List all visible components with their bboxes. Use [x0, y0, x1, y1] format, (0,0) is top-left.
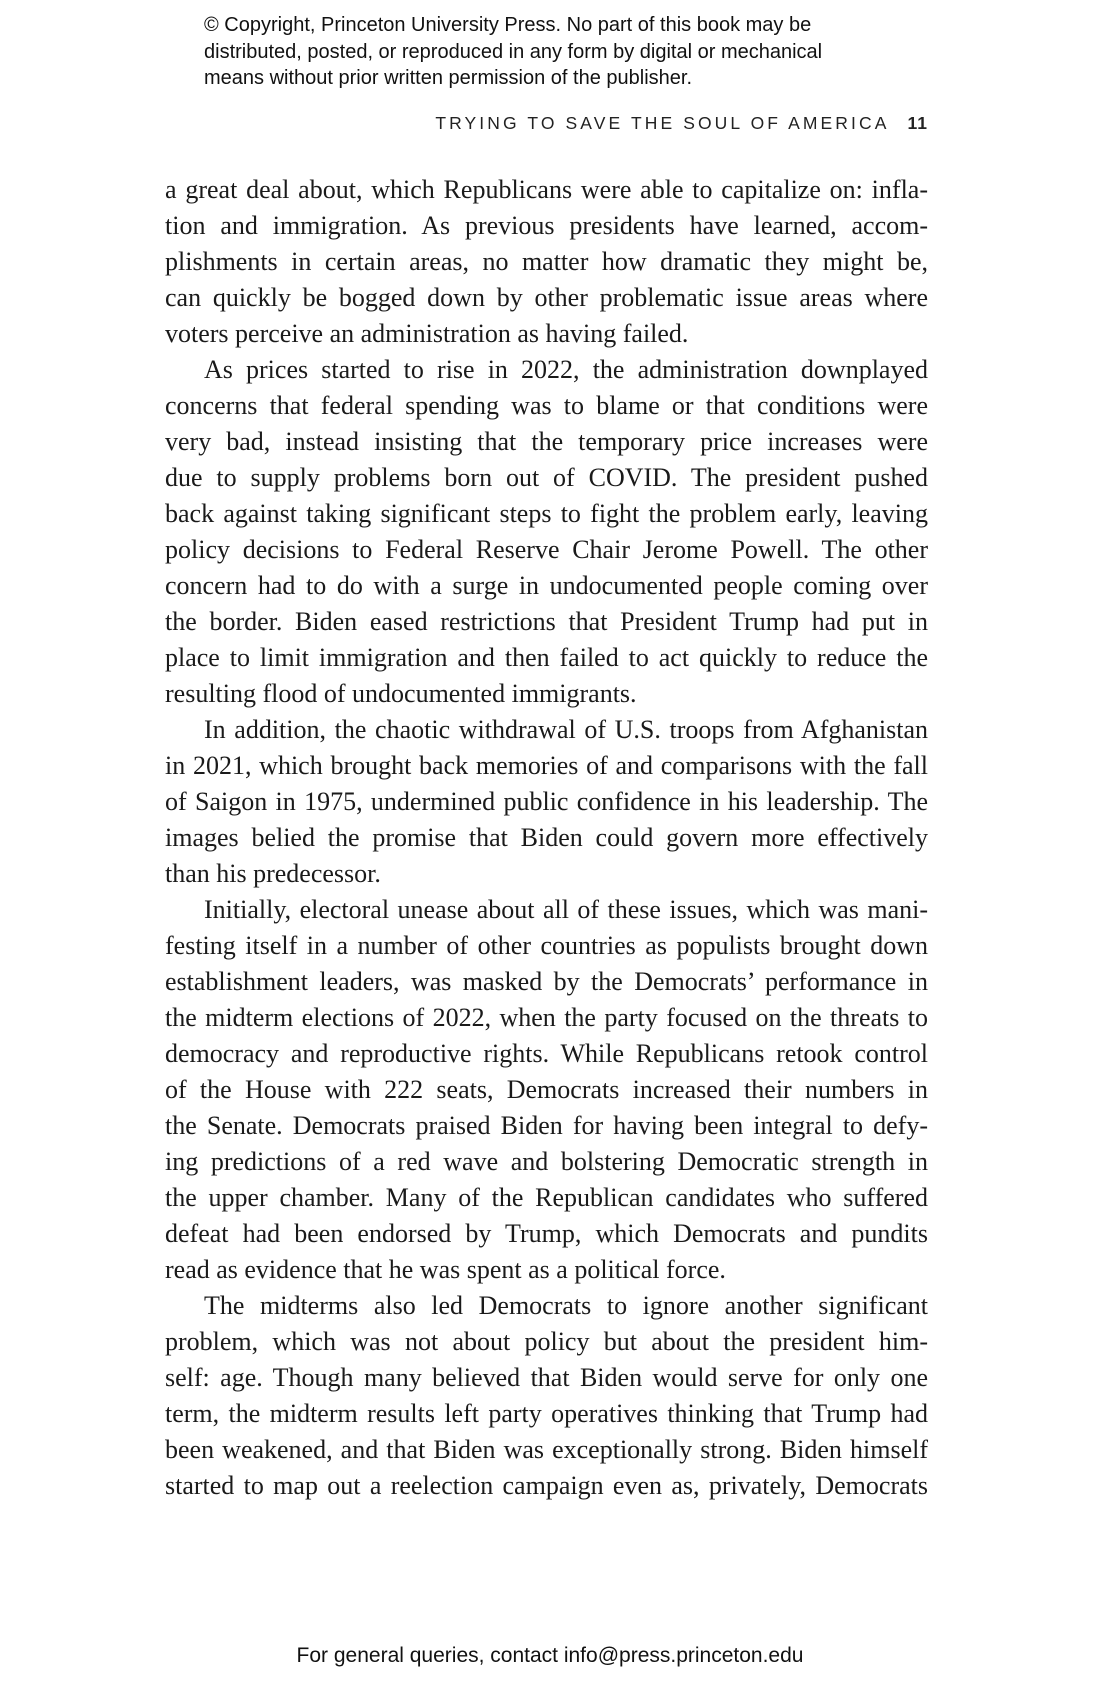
text-line: term, the midterm results left party operatives thinking that Trump had	[165, 1399, 928, 1428]
text-line: establishment leaders, was masked by the Democrats’ performance in	[165, 967, 928, 996]
text-line: concern had to do with a surge in undocumented people coming over	[165, 571, 928, 600]
text-line: self: age. Though many believed that Biden would serve for only one	[165, 1363, 928, 1392]
text-line: festing itself in a number of other countries as populists brought down	[165, 931, 928, 960]
text-line: been weakened, and that Biden was exceptionally strong. Biden himself	[165, 1435, 928, 1464]
text-line: the border. Biden eased restrictions that President Trump had put in	[165, 607, 928, 636]
text-line: than his predecessor.	[165, 859, 381, 888]
text-line: concerns that federal spending was to blame or that conditions were	[165, 391, 928, 420]
text-line: democracy and reproductive rights. While Republicans retook control	[165, 1039, 928, 1068]
text-line: The midterms also led Democrats to ignore another significant	[204, 1291, 928, 1320]
text-line: policy decisions to Federal Reserve Chair Jerome Powell. The other	[165, 535, 928, 564]
text-line: voters perceive an administration as having failed.	[165, 319, 689, 348]
copyright-line: © Copyright, Princeton University Press. No part of this book may be	[204, 14, 812, 36]
text-line: resulting flood of undocumented immigrants.	[165, 679, 637, 708]
paragraph	[165, 892, 928, 1288]
page-number: 11	[907, 113, 928, 133]
text-line: ing predictions of a red wave and bolstering Democratic strength in	[165, 1147, 928, 1176]
text-line: back against taking significant steps to fight the problem early, leaving	[165, 499, 928, 528]
running-head	[165, 113, 928, 134]
text-line: of the House with 222 seats, Democrats increased their numbers in	[165, 1075, 928, 1104]
text-line: images belied the promise that Biden could govern more effectively	[165, 823, 928, 852]
text-line: of Saigon in 1975, undermined public confidence in his leadership. The	[165, 787, 928, 816]
text-line: tion and immigration. As previous presidents have learned, accom-	[165, 211, 928, 240]
footer-contact: For general queries, contact info@press.princeton.edu	[296, 1644, 804, 1667]
copyright-notice	[204, 12, 924, 92]
paragraph	[165, 712, 928, 892]
running-head-title: TRYING TO SAVE THE SOUL OF AMERICA	[435, 113, 890, 133]
text-line: plishments in certain areas, no matter how dramatic they might be,	[165, 247, 928, 276]
text-line: very bad, instead insisting that the temporary price increases were	[165, 427, 928, 456]
paragraph	[165, 172, 928, 352]
text-line: the Senate. Democrats praised Biden for having been integral to defy-	[165, 1111, 928, 1140]
copyright-line: distributed, posted, or reproduced in any form by digital or mechanical	[204, 40, 823, 63]
text-line: In addition, the chaotic withdrawal of U.S. troops from Afghanistan	[204, 715, 928, 744]
text-line: the midterm elections of 2022, when the party focused on the threats to	[165, 1003, 928, 1032]
text-line: a great deal about, which Republicans were able to capitalize on: infla-	[165, 175, 928, 204]
text-line: can quickly be bogged down by other problematic issue areas where	[165, 283, 928, 312]
copyright-line: means without prior written permission of the publisher.	[204, 67, 693, 89]
body-text	[165, 172, 928, 1504]
text-line: in 2021, which brought back memories of and comparisons with the fall	[165, 751, 928, 780]
text-line: the upper chamber. Many of the Republican candidates who suffered	[165, 1183, 928, 1212]
text-line: problem, which was not about policy but about the president him-	[165, 1327, 928, 1356]
text-line: As prices started to rise in 2022, the administration downplayed	[204, 355, 928, 384]
paragraph	[165, 1288, 928, 1504]
text-line: place to limit immigration and then failed to act quickly to reduce the	[165, 643, 928, 672]
text-line: read as evidence that he was spent as a political force.	[165, 1255, 726, 1284]
text-line: started to map out a reelection campaign even as, privately, Democrats	[165, 1471, 928, 1500]
text-line: due to supply problems born out of COVID. The president pushed	[165, 463, 928, 492]
text-line: defeat had been endorsed by Trump, which Democrats and pundits	[165, 1219, 928, 1248]
paragraph	[165, 352, 928, 712]
text-line: Initially, electoral unease about all of these issues, which was mani-	[204, 895, 928, 924]
